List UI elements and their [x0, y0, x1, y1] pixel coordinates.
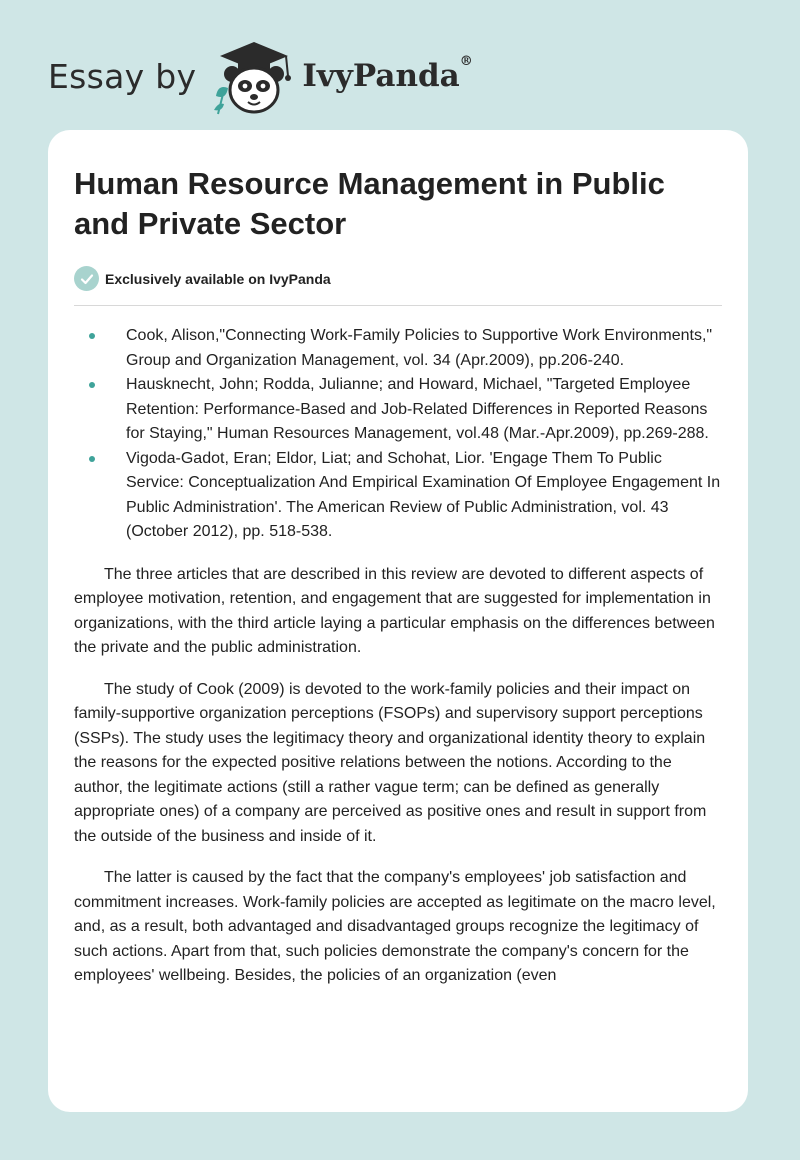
body-paragraph: The study of Cook (2009) is devoted to the work-family policies and their impact on family-supportive organization perceptions (FSOPs) and supervisory support perceptions (SSPs). The study uses the legitimacy theory and organizational identity theory to explain the reasons for the expected positive relations between the notions. According to the author, the legitimate actions (still a rather vague term; can be defined as generally appropriate ones) of a company are perceived as positive ones and result in support from the outside of the business and inside of it. — [74, 680, 707, 845]
exclusive-badge — [74, 266, 722, 291]
reference-text: Vigoda-Gadot, Eran; Eldor, Liat; and Schohat, Lior. 'Engage Them To Public Service: Conceptualization And Empirical Examination Of Employee Engagement In Public Administration'. The American Review of Public Administration, vol. 43 (October 2012), pp. 518-538. — [126, 449, 721, 540]
divider — [74, 305, 722, 306]
bullet-icon — [89, 382, 95, 388]
list-item — [74, 373, 722, 447]
site-header — [48, 36, 488, 116]
panda-logo-icon[interactable] — [208, 36, 300, 116]
page-title: Human Resource Management in Public and Private Sector — [74, 166, 665, 241]
brand-name-text: IvyPanda — [302, 58, 460, 94]
body-paragraph: The latter is caused by the fact that the company's employees' job satisfaction and commitment increases. Work-family policies are accepted as legitimate on the macro level, and, as a result, both advantaged and disadvantaged groups recognize the legitimacy of such actions. Apart from that, such policies demonstrate the company's concern for the employees' wellbeing. Besides, the policies of an organization (even — [74, 869, 716, 984]
bullet-icon — [89, 456, 95, 462]
list-item — [74, 447, 722, 545]
reference-text: Cook, Alison,"Connecting Work-Family Policies to Supportive Work Environments," Group and Organization Management, vol. 34 (Apr.2009), pp.206-240. — [126, 327, 713, 369]
body-paragraph: The three articles that are described in this review are devoted to different aspects of employee motivation, retention, and engagement that are suggested for implementation in organizations, with the third article laying a particular emphasis on the differences between the private and the public administration. — [74, 565, 715, 656]
reference-list — [74, 324, 722, 545]
essay-by-label: Essay by — [48, 56, 197, 96]
registered-mark: ® — [459, 54, 473, 69]
list-item — [74, 324, 722, 373]
reference-text: Hausknecht, John; Rodda, Julianne; and Howard, Michael, "Targeted Employee Retention: Performance-Based and Job-Related Differences in Reported Reasons for Staying," Human Resources Management, vol.48 (Mar.-Apr.2009), pp.269-288. — [126, 376, 709, 442]
bullet-icon — [89, 333, 95, 339]
exclusive-badge-text: Exclusively available on IvyPanda — [105, 270, 331, 287]
check-icon — [74, 266, 99, 291]
essay-card — [48, 130, 748, 1112]
brand-name[interactable] — [302, 54, 473, 94]
